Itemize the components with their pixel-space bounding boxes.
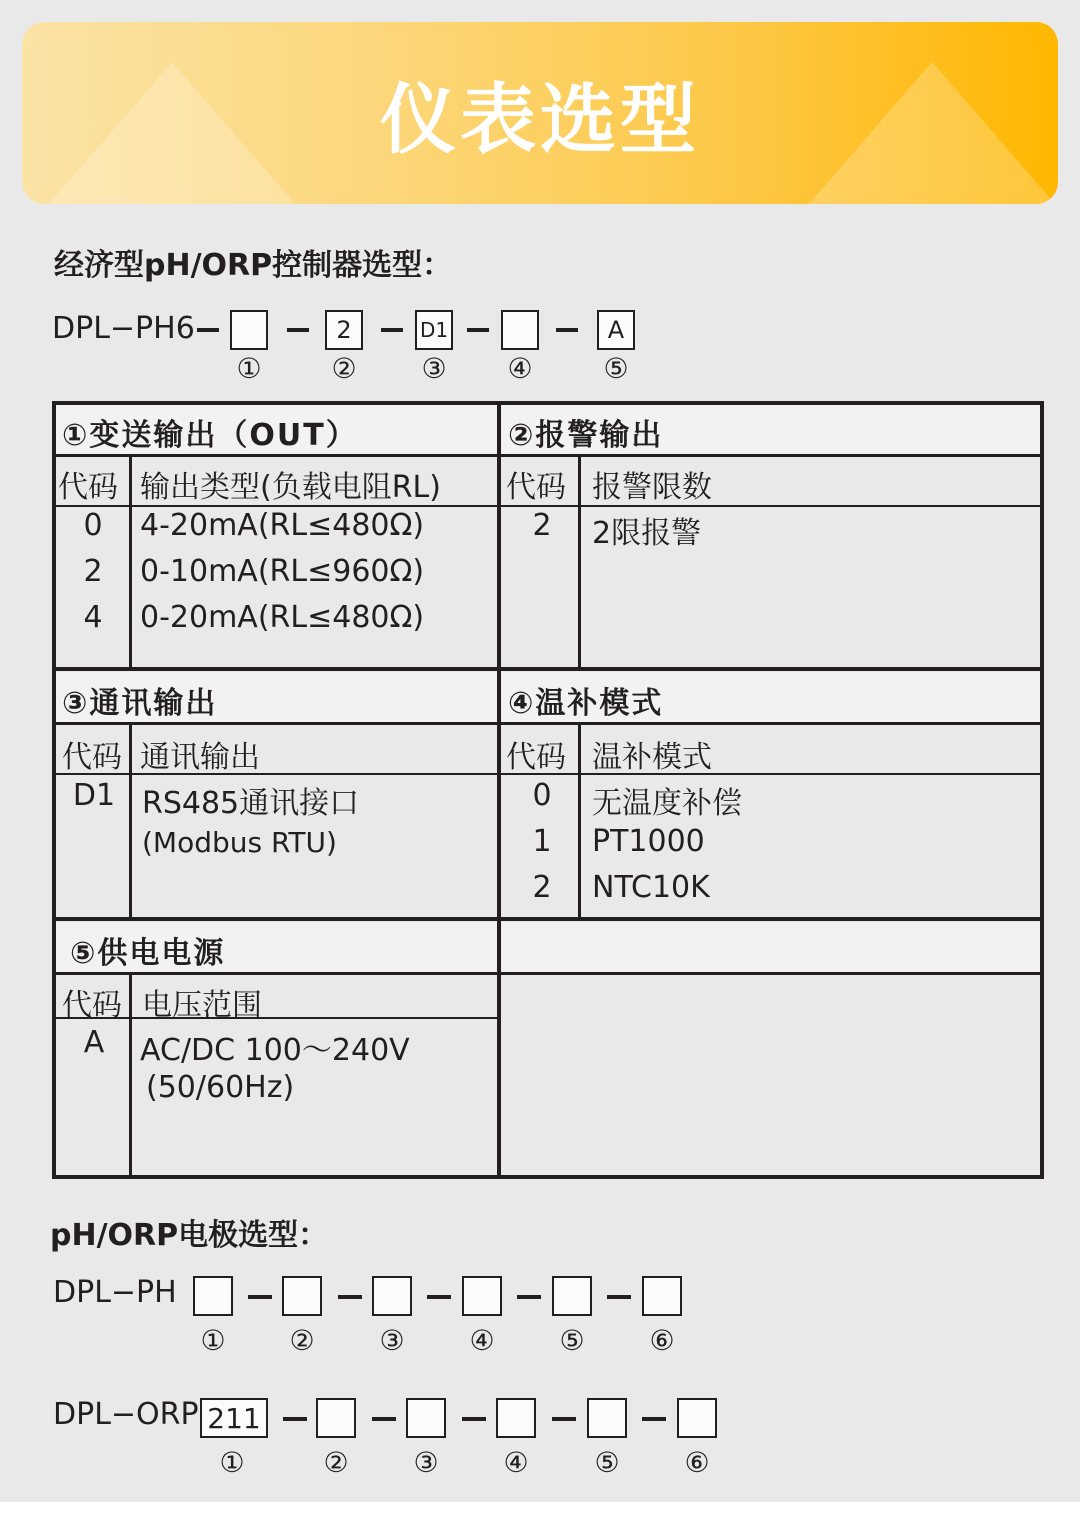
table-divider bbox=[129, 455, 132, 669]
code-box-2 bbox=[282, 1276, 322, 1316]
position-number: ④ bbox=[469, 1324, 495, 1357]
row-desc-detail: (Modbus RTU) bbox=[142, 826, 337, 859]
table-rule bbox=[52, 917, 1044, 921]
section-title-comm: ③通讯输出 bbox=[62, 686, 218, 721]
code-box-2 bbox=[316, 1398, 356, 1438]
code-box-4 bbox=[501, 310, 539, 350]
table-divider bbox=[578, 455, 581, 669]
separator-dash bbox=[642, 1417, 666, 1421]
row-code: D1 bbox=[72, 778, 116, 813]
separator-dash bbox=[427, 1295, 451, 1299]
position-number: ③ bbox=[413, 1446, 439, 1479]
separator-dash bbox=[607, 1295, 631, 1299]
separator-dash bbox=[556, 328, 578, 332]
table-border bbox=[52, 401, 56, 1179]
code-box-1: 211 bbox=[200, 1398, 268, 1438]
position-number: ⑤ bbox=[559, 1324, 585, 1357]
row-desc: 2限报警 bbox=[592, 516, 702, 551]
controller-prefix: DPL−PH6 bbox=[52, 311, 195, 346]
row-code: A bbox=[83, 1025, 105, 1060]
table-rule bbox=[52, 454, 1044, 457]
position-number: ① bbox=[236, 352, 262, 385]
table-divider bbox=[578, 723, 581, 919]
orp-prefix: DPL−ORP bbox=[53, 1397, 199, 1432]
ph-prefix: DPL−PH bbox=[53, 1275, 177, 1310]
position-number: ④ bbox=[507, 352, 533, 385]
separator-dash bbox=[552, 1417, 576, 1421]
code-box-1 bbox=[193, 1276, 233, 1316]
section-title-out: ①变送输出（OUT） bbox=[62, 418, 358, 453]
row-code: 1 bbox=[532, 824, 552, 859]
row-desc: 4-20mA(RL≤480Ω) bbox=[140, 508, 425, 543]
row-desc: 0-10mA(RL≤960Ω) bbox=[140, 554, 425, 589]
code-box-5: A bbox=[597, 310, 635, 350]
position-number: ③ bbox=[379, 1324, 405, 1357]
code-box-1 bbox=[230, 310, 268, 350]
position-number: ② bbox=[289, 1324, 315, 1357]
table-rule bbox=[52, 667, 1044, 671]
section-title-alarm: ②报警输出 bbox=[508, 418, 664, 453]
table-border bbox=[52, 401, 1044, 405]
section-header-bg bbox=[502, 922, 1042, 974]
table-rule bbox=[52, 722, 1044, 725]
separator-dash bbox=[462, 1417, 486, 1421]
column-header-desc: 报警限数 bbox=[592, 470, 712, 505]
section-title-power: ⑤供电电源 bbox=[70, 936, 226, 971]
separator-dash bbox=[197, 328, 219, 332]
column-header-desc: 电压范围 bbox=[142, 988, 262, 1023]
position-number: ① bbox=[219, 1446, 245, 1479]
row-desc: NTC10K bbox=[592, 870, 710, 905]
row-desc-detail: (50/60Hz) bbox=[146, 1070, 295, 1105]
row-desc: RS485通讯接口 bbox=[142, 786, 360, 821]
separator-dash bbox=[283, 1417, 307, 1421]
separator-dash bbox=[517, 1295, 541, 1299]
position-number: ② bbox=[323, 1446, 349, 1479]
row-code: 2 bbox=[532, 870, 552, 905]
page-bottom-margin bbox=[0, 1502, 1080, 1531]
separator-dash bbox=[338, 1295, 362, 1299]
separator-dash bbox=[381, 328, 403, 332]
row-desc: AC/DC 100～240V bbox=[140, 1033, 410, 1068]
column-header-code: 代码 bbox=[506, 470, 566, 505]
row-code: 2 bbox=[83, 554, 103, 589]
title-banner bbox=[22, 22, 1058, 204]
position-number: ⑤ bbox=[603, 352, 629, 385]
code-box-6 bbox=[677, 1398, 717, 1438]
row-code: 0 bbox=[532, 778, 552, 813]
column-header-code: 代码 bbox=[506, 740, 566, 775]
electrode-heading: pH/ORP电极选型： bbox=[50, 1218, 329, 1253]
column-header-desc: 输出类型(负载电阻RL) bbox=[140, 470, 441, 505]
column-header-code: 代码 bbox=[62, 988, 122, 1023]
row-code: 2 bbox=[532, 508, 552, 543]
separator-dash bbox=[467, 328, 489, 332]
column-header-code: 代码 bbox=[58, 470, 118, 505]
separator-dash bbox=[372, 1417, 396, 1421]
table-divider bbox=[129, 723, 132, 919]
row-desc: 0-20mA(RL≤480Ω) bbox=[140, 600, 425, 635]
position-number: ⑥ bbox=[684, 1446, 710, 1479]
code-box-4 bbox=[496, 1398, 536, 1438]
row-code: 4 bbox=[83, 600, 103, 635]
table-divider bbox=[129, 973, 132, 1177]
code-box-3 bbox=[406, 1398, 446, 1438]
position-number: ⑥ bbox=[649, 1324, 675, 1357]
code-box-3: D1 bbox=[415, 310, 453, 350]
table-border bbox=[1040, 401, 1044, 1179]
separator-dash bbox=[287, 328, 309, 332]
code-box-6 bbox=[642, 1276, 682, 1316]
position-number: ⑤ bbox=[594, 1446, 620, 1479]
position-number: ③ bbox=[421, 352, 447, 385]
column-header-desc: 温补模式 bbox=[592, 740, 712, 775]
table-border bbox=[52, 1175, 1044, 1179]
controller-heading: 经济型pH/ORP控制器选型： bbox=[54, 248, 453, 283]
code-box-2: 2 bbox=[325, 310, 363, 350]
position-number: ④ bbox=[503, 1446, 529, 1479]
code-box-5 bbox=[552, 1276, 592, 1316]
row-code: 0 bbox=[83, 508, 103, 543]
row-desc: 无温度补偿 bbox=[592, 786, 742, 821]
banner-title: 仪表选型 bbox=[380, 74, 700, 164]
position-number: ② bbox=[331, 352, 357, 385]
column-header-desc: 通讯输出 bbox=[140, 740, 260, 775]
code-box-5 bbox=[587, 1398, 627, 1438]
table-rule bbox=[52, 972, 1044, 975]
code-box-4 bbox=[462, 1276, 502, 1316]
column-header-code: 代码 bbox=[62, 740, 122, 775]
section-title-temp: ④温补模式 bbox=[508, 686, 664, 721]
position-number: ① bbox=[200, 1324, 226, 1357]
code-box-3 bbox=[372, 1276, 412, 1316]
row-desc: PT1000 bbox=[592, 824, 705, 859]
separator-dash bbox=[248, 1295, 272, 1299]
table-divider bbox=[497, 401, 501, 1179]
